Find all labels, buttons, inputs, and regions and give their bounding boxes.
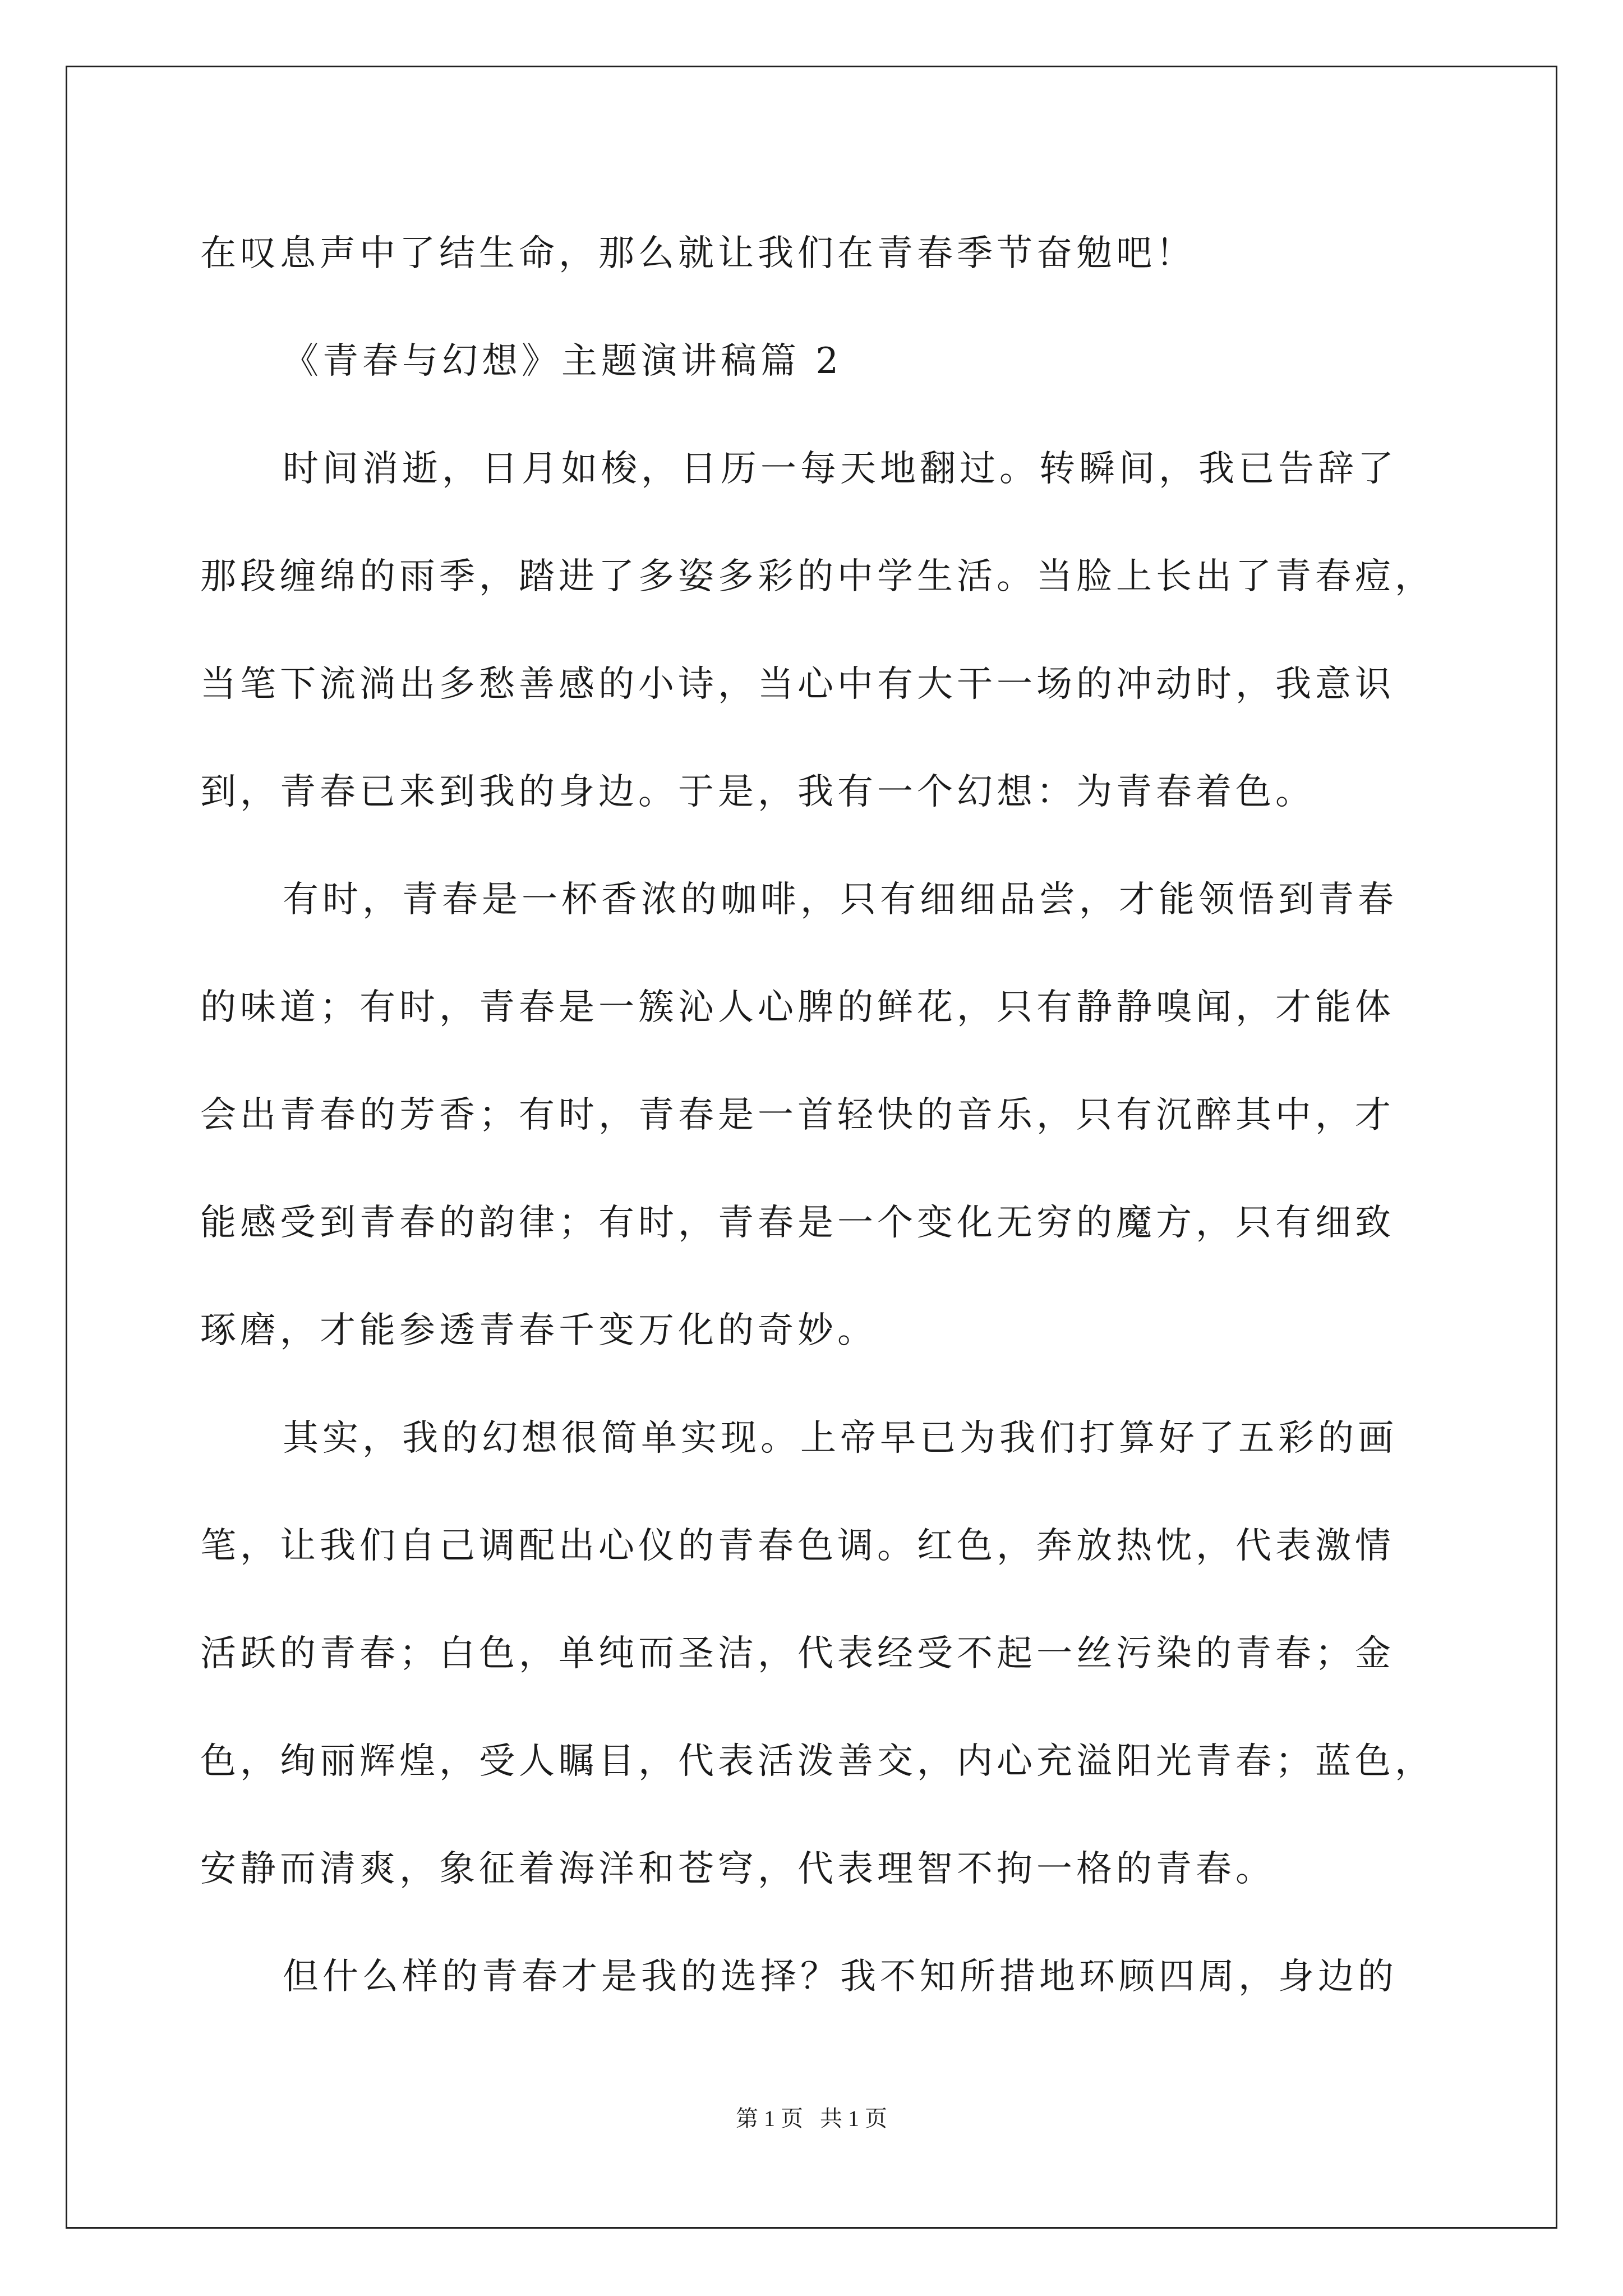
text-line: 到，青春已来到我的身边。于是，我有一个幻想：为青春着色。 bbox=[200, 771, 1315, 813]
text-line: 琢磨，才能参透青春千变万化的奇妙。 bbox=[200, 1310, 877, 1351]
text-line: 有时，青春是一杯香浓的咖啡，只有细细品尝，才能领悟到青春 bbox=[283, 879, 1398, 921]
text-line: 当笔下流淌出多愁善感的小诗，当心中有大干一场的冲动时，我意识 bbox=[200, 664, 1395, 705]
text-line: 安静而清爽，象征着海洋和苍穹，代表理智不拘一格的青春。 bbox=[200, 1848, 1275, 1890]
text-line: 时间消逝，日月如梭，日历一每天地翻过。转瞬间，我已告辞了 bbox=[283, 448, 1398, 490]
text-line: 那段缠绵的雨季，踏进了多姿多彩的中学生活。当脸上长出了青春痘， bbox=[200, 556, 1435, 597]
text-line: 会出青春的芳香；有时，青春是一首轻快的音乐，只有沉醉其中，才 bbox=[200, 1094, 1395, 1136]
text-line: 色，绚丽辉煌，受人瞩目，代表活泼善交，内心充溢阳光青春；蓝色， bbox=[200, 1741, 1435, 1782]
text-line: 其实，我的幻想很简单实现。上帝早已为我们打算好了五彩的画 bbox=[283, 1418, 1398, 1459]
section-heading: 《青春与幻想》主题演讲稿篇 2 bbox=[283, 341, 843, 382]
text-line: 的味道；有时，青春是一簇沁人心脾的鲜花，只有静静嗅闻，才能体 bbox=[200, 987, 1395, 1028]
text-line: 能感受到青春的韵律；有时，青春是一个变化无穷的魔方，只有细致 bbox=[200, 1202, 1395, 1244]
page-number: 第 1 页 共 1 页 bbox=[736, 2106, 887, 2131]
text-line: 在叹息声中了结生命，那么就让我们在青春季节奋勉吧！ bbox=[200, 233, 1196, 274]
text-line: 但什么样的青春才是我的选择？我不知所措地环顾四周，身边的 bbox=[283, 1956, 1398, 1998]
text-line: 活跃的青春；白色，单纯而圣洁，代表经受不起一丝污染的青春；金 bbox=[200, 1633, 1395, 1674]
text-line: 笔，让我们自己调配出心仪的青春色调。红色，奔放热忱，代表激情 bbox=[200, 1525, 1395, 1567]
document-body bbox=[200, 213, 1435, 2044]
